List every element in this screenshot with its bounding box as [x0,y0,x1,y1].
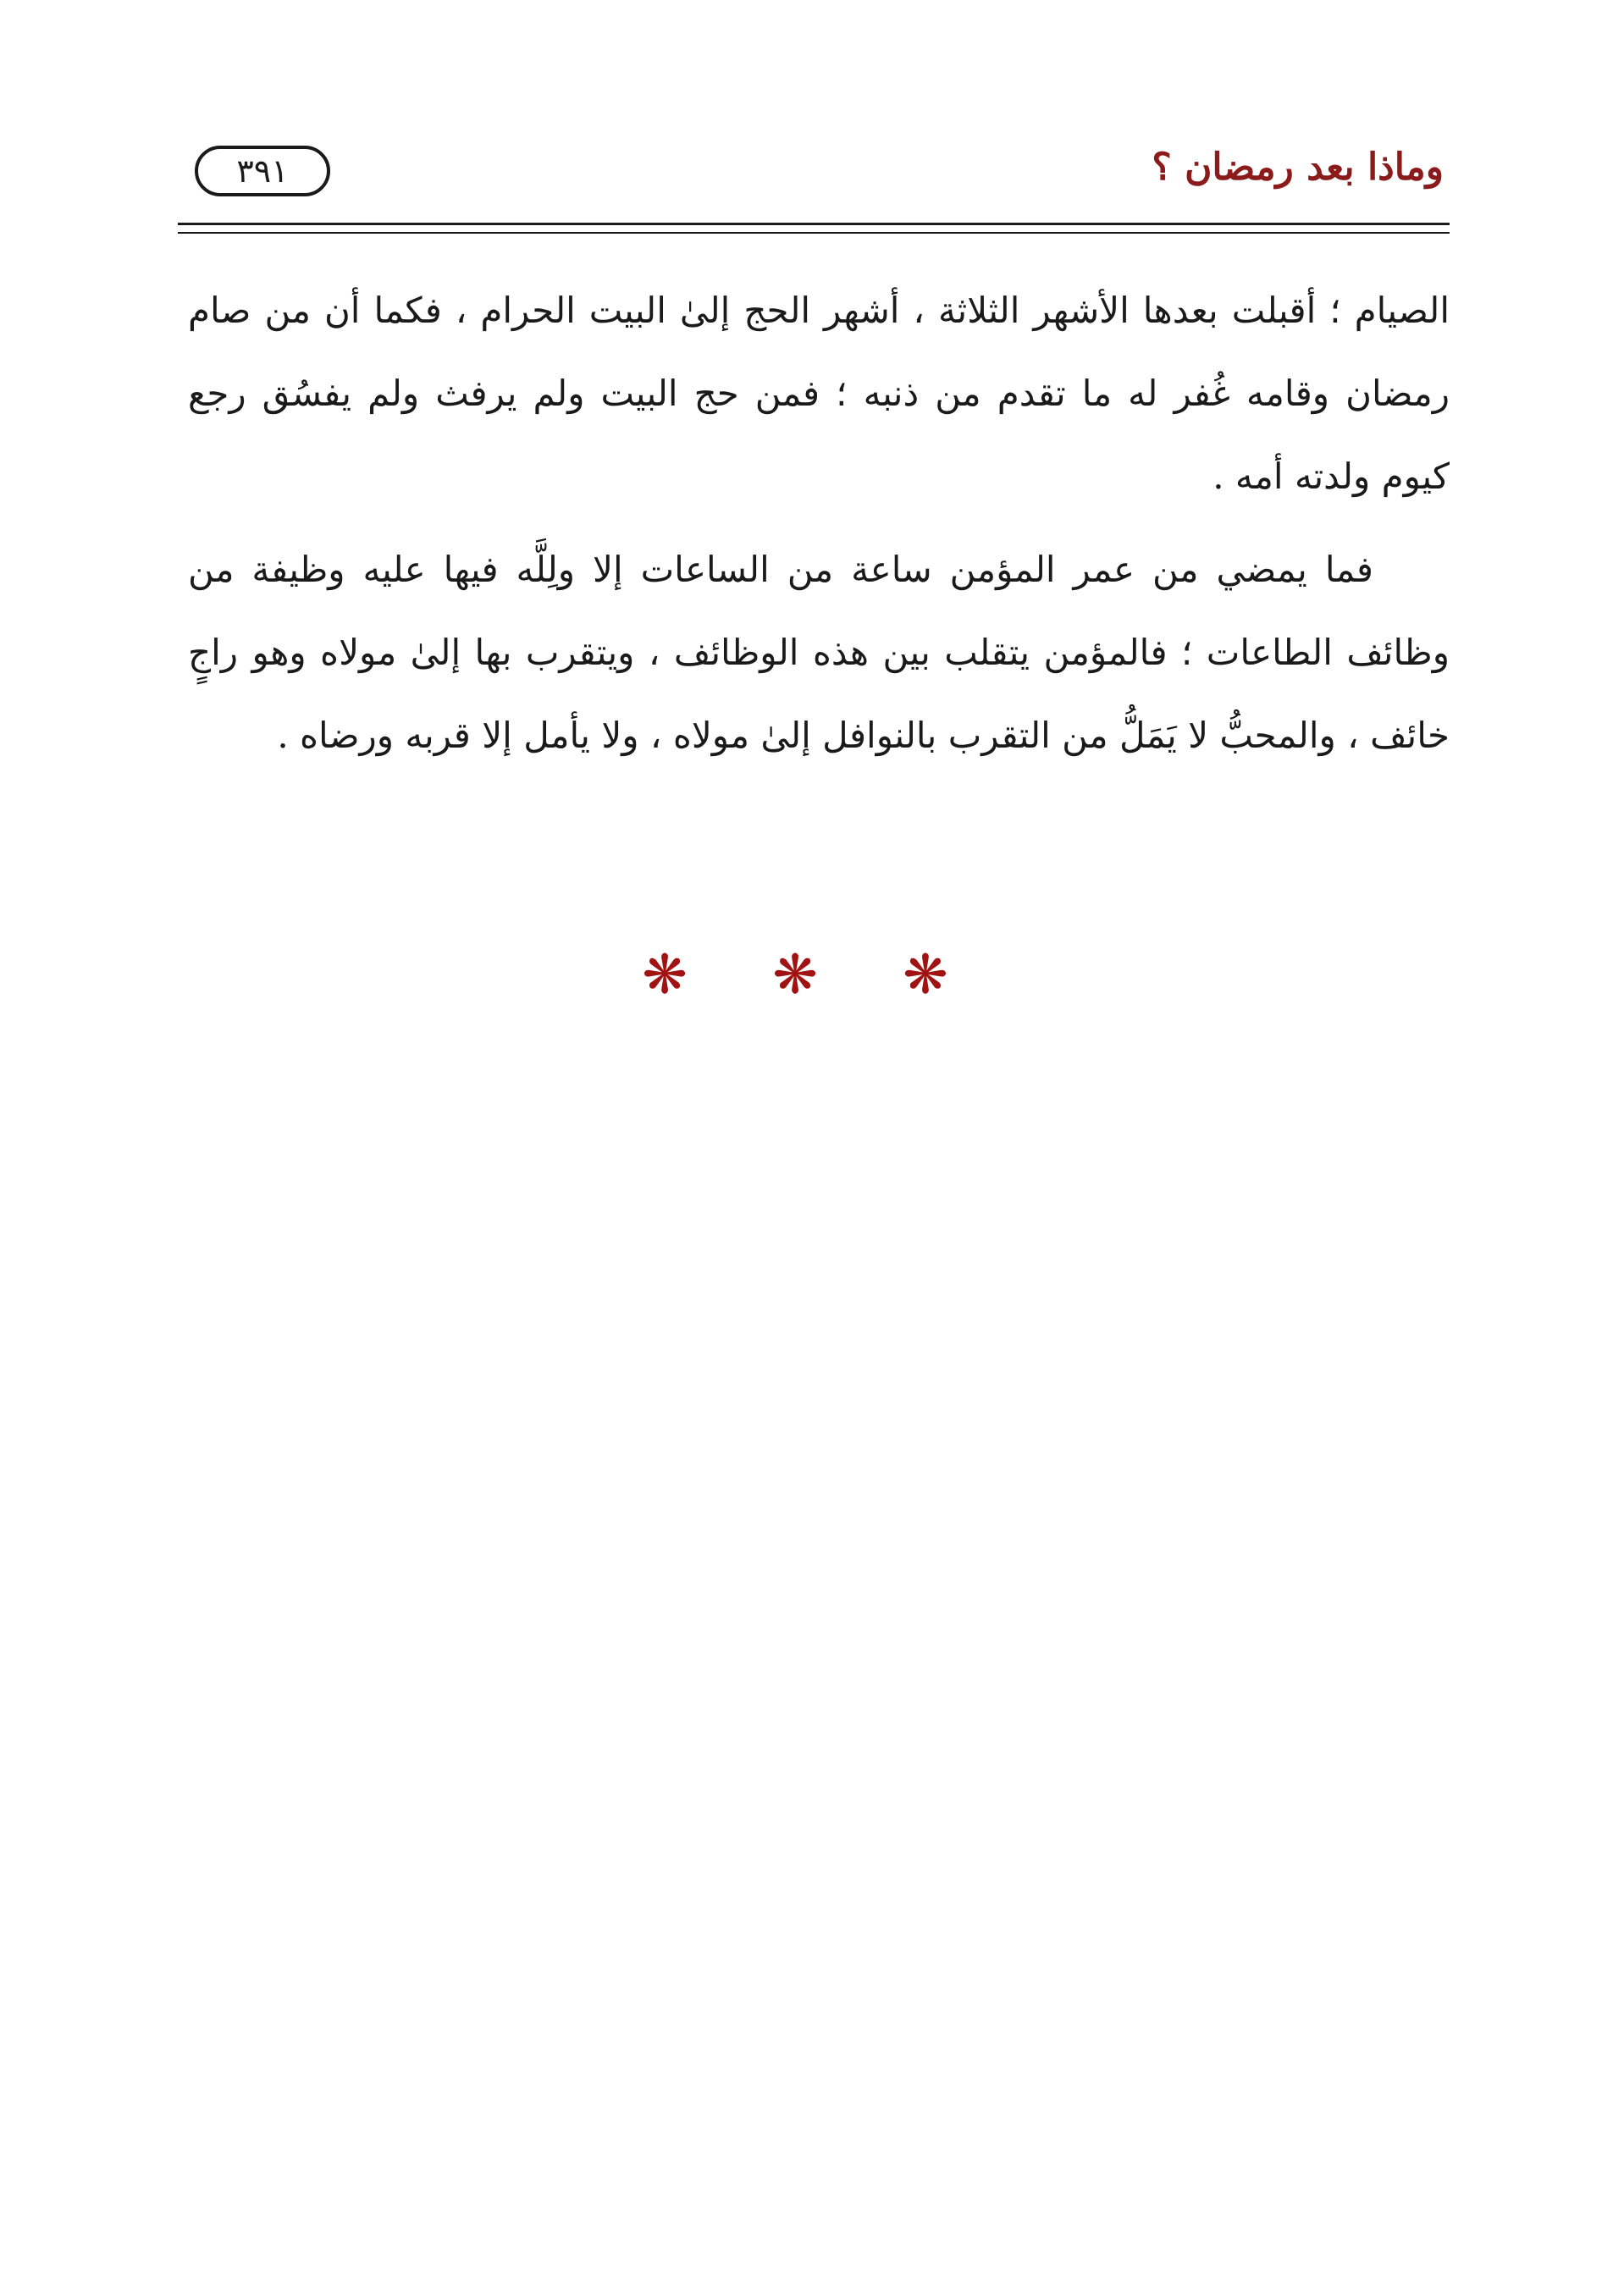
paragraph-1: الصيام ؛ أقبلت بعدها الأشهر الثلاثة ، أشهر الحج إلىٰ البيت الحرام ، فكما أن من صام رمضان وقامه غُفر له ما تقدم من ذنبه ؛ فمن حج البيت ولم يرفث ولم يفسُق رجع كيوم ولدته أمه . [188,290,1450,497]
page-number: ٣٩١ [236,152,289,190]
header-rule-thick [178,223,1450,225]
page-number-badge [195,146,330,196]
paragraph-2: فما يمضي من عمر المؤمن ساعة من الساعات إلا ولِلَّه فيها عليه وظيفة من وظائف الطاعات ؛ فالمؤمن يتقلب بين هذه الوظائف ، ويتقرب بها إلىٰ مولاه وهو راجٍ خائف ، والمحبُّ لا يَمَلُّ من التقرب بالنوافل إلىٰ مولاه ، ولا يأمل إلا قربه ورضاه . [188,549,1450,756]
running-title: وماذا بعد رمضان ؟ [1152,146,1444,189]
body-text [188,269,1450,787]
section-separator: ❋ ❋ ❋ [642,944,982,1007]
header-rule-thin [178,232,1450,234]
